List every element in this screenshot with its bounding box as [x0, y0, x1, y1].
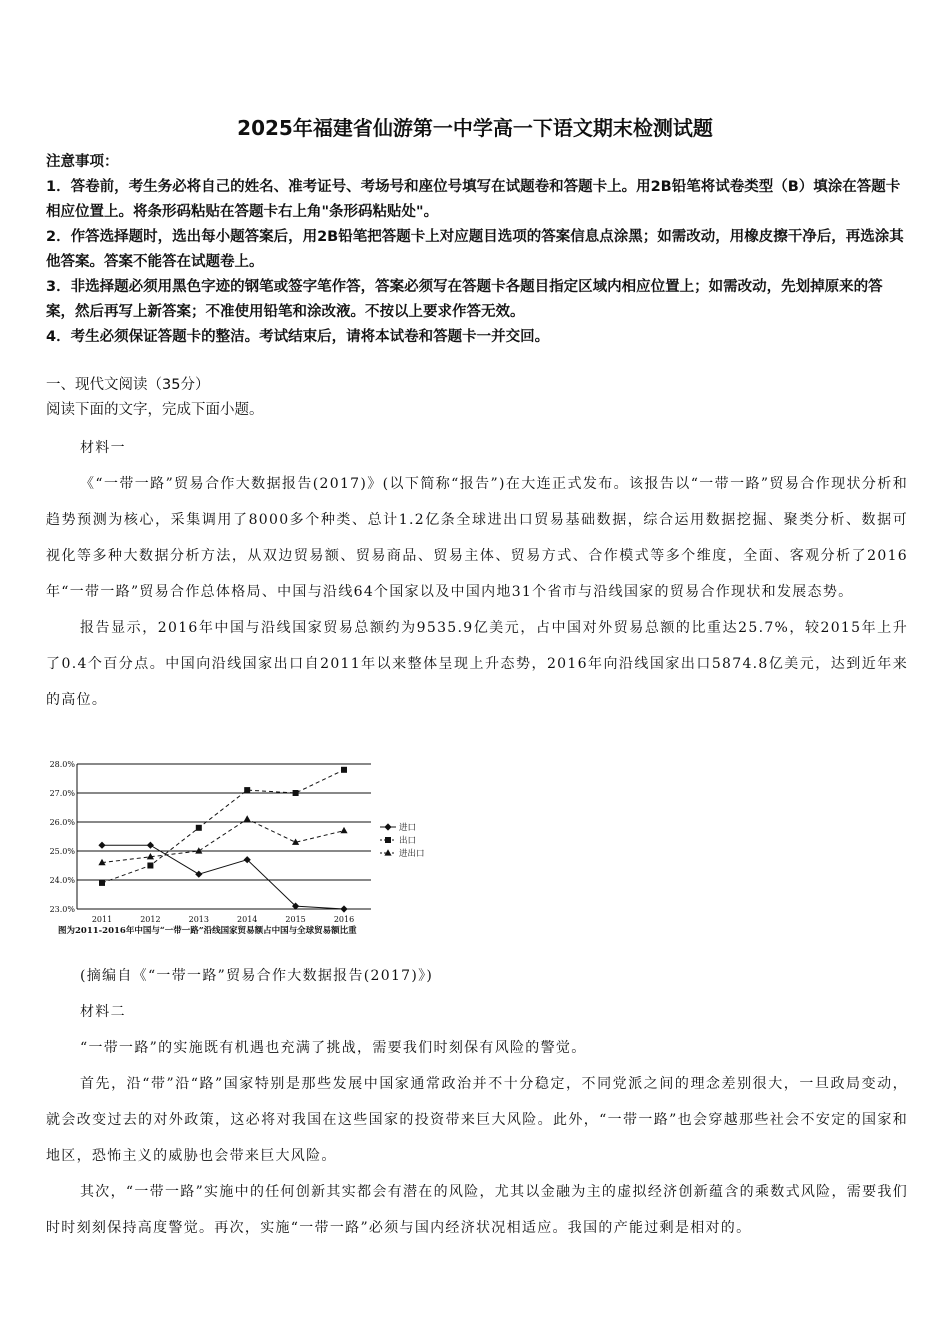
- x-tick-label: 2016: [333, 915, 355, 924]
- point-marker: [244, 815, 251, 821]
- chart-caption: 图为2011-2016年中国与“一带一路”沿线国家贸易额占中国与全球贸易额比重: [58, 926, 357, 936]
- point-marker: [98, 842, 105, 849]
- notice-heading: 注意事项：: [46, 154, 119, 170]
- point-marker: [195, 871, 202, 878]
- point-marker: [340, 827, 347, 833]
- notice-item: 2．作答选择题时，选出每小题答案后，用2B铅笔把答题卡上对应题目选项的答案信息点涂黑；如需改动，用橡皮擦干净后，再选涂其他答案。答案不能答在试题卷上。: [46, 229, 904, 270]
- material-two: [46, 958, 908, 1246]
- y-tick-label: 28.0%: [49, 760, 75, 769]
- notice-block: [46, 150, 908, 350]
- material-one-label: 材料一: [80, 440, 126, 456]
- y-tick-label: 25.0%: [49, 847, 75, 856]
- series-line: [102, 819, 344, 863]
- material-two-paragraph: “一带一路”的实施既有机遇也充满了挑战，需要我们时刻保有风险的警觉。: [80, 1040, 587, 1056]
- legend-label: 出口: [399, 836, 417, 846]
- x-tick-label: 2012: [140, 915, 161, 924]
- y-tick-label: 27.0%: [49, 789, 75, 798]
- point-marker: [340, 905, 347, 912]
- material-two-label: 材料二: [80, 1004, 126, 1020]
- chart-legend: [380, 822, 425, 859]
- point-marker: [196, 825, 202, 831]
- material-one-paragraph: 《“一带一路”贸易合作大数据报告(2017)》(以下简称“报告”)在大连正式发布。该报告以“一带一路”贸易合作现状分析和趋势预测为核心，采集调用了8000多个种类、总计1.2亿条全球进出口贸易基础数据，综合运用数据挖掘、聚类分析、数据可视化等多种大数据分析方法，从双边贸易额、贸易商品、贸易主体、贸易方式、合作模式等多个维度，全面、客观分析了2016年“一带一路”贸易合作总体格局、中国与沿线64个国家以及中国内地31个省市与沿线国家的贸易合作现状和发展态势。: [46, 476, 908, 600]
- point-marker: [195, 847, 202, 853]
- legend-label: 进出口: [399, 849, 425, 859]
- trade-share-chart: [44, 752, 444, 940]
- point-marker: [341, 767, 347, 773]
- section-instruction: 阅读下面的文字，完成下面小题。: [46, 402, 264, 418]
- x-tick-label: 2011: [91, 915, 113, 924]
- material-one-source: (摘编自《“一带一路”贸易合作大数据报告(2017)》): [80, 968, 434, 984]
- material-one-paragraph: 报告显示，2016年中国与沿线国家贸易总额约为9535.9亿美元，占中国对外贸易总额的比重达25.7%，较2015年上升了0.4个百分点。中国向沿线国家出口自2011年以来整体呈现上升态势，2016年向沿线国家出口5874.8亿美元，达到近年来的高位。: [46, 620, 908, 708]
- point-marker: [384, 823, 391, 830]
- point-marker: [244, 787, 250, 793]
- y-tick-label: 26.0%: [49, 818, 75, 827]
- chart-series: [98, 767, 347, 913]
- chart-grid: [50, 760, 371, 924]
- y-tick-label: 23.0%: [49, 905, 75, 914]
- notice-item: 1．答卷前，考生务必将自己的姓名、准考证号、考场号和座位号填写在试题卷和答题卡上。用2B铅笔将试卷类型（B）填涂在答题卡相应位置上。将条形码粘贴在答题卡右上角"条形码粘贴处"。: [46, 179, 901, 220]
- x-tick-label: 2015: [285, 915, 306, 924]
- series-line: [102, 845, 344, 909]
- point-marker: [147, 863, 153, 869]
- document-title: 2025年福建省仙游第一中学高一下语文期末检测试题: [237, 116, 713, 140]
- x-tick-label: 2013: [188, 915, 209, 924]
- point-marker: [385, 837, 391, 843]
- notice-item: 4．考生必须保证答题卡的整洁。考试结束后，请将本试卷和答题卡一并交回。: [46, 329, 550, 345]
- legend-label: 进口: [399, 823, 417, 833]
- material-two-paragraph: 其次，“一带一路”实施中的任何创新其实都会有潜在的风险，尤其以金融为主的虚拟经济创新蕴含的乘数式风险，需要我们时时刻刻保持高度警觉。再次，实施“一带一路”必须与国内经济状况相适应。我国的产能过剩是相对的。: [46, 1184, 908, 1236]
- material-two-paragraph: 首先，沿“带”沿“路”国家特别是那些发展中国家通常政治并不十分稳定，不同党派之间的理念差别很大，一旦政局变动，就会改变过去的对外政策，这必将对我国在这些国家的投资带来巨大风险。此外，“一带一路”也会穿越那些社会不安定的国家和地区，恐怖主义的威胁也会带来巨大风险。: [46, 1076, 908, 1164]
- x-tick-label: 2014: [237, 915, 258, 924]
- point-marker: [384, 849, 391, 855]
- notice-item: 3．非选择题必须用黑色字迹的钢笔或签字笔作答，答案必须写在答题卡各题目指定区域内相应位置上；如需改动，先划掉原来的答案，然后再写上新答案；不准使用铅笔和涂改液。不按以上要求作答无效。: [46, 279, 883, 320]
- point-marker: [99, 880, 105, 886]
- point-marker: [147, 842, 154, 849]
- y-tick-label: 24.0%: [49, 876, 75, 885]
- material-one: [46, 430, 908, 718]
- series-line: [102, 770, 344, 883]
- point-marker: [293, 790, 299, 796]
- section-header: [46, 373, 908, 423]
- section-heading: 一、现代文阅读（35分）: [46, 377, 210, 393]
